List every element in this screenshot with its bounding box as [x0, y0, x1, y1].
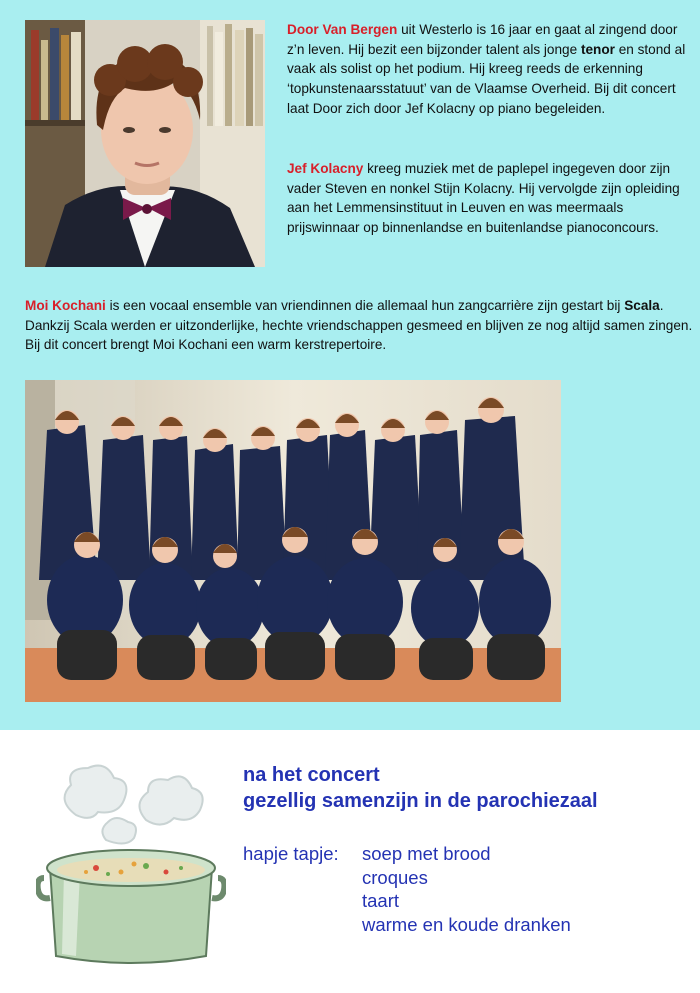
- menu-item: croques: [362, 866, 428, 888]
- menu-items: [362, 842, 571, 936]
- bio-jef-text: kreeg muziek met de paplepel ingegeven door zijn vader Steven en nonkel Stijn Kolacny. Hij vervolgde zijn opleiding aan het Lemmensinstituut in Leuven en was meermaals prijswinnaar op binnenlandse en buitenlandse pianoconcours.: [287, 161, 680, 236]
- after-concert-heading: [243, 762, 598, 814]
- bio-moi-org: Scala: [624, 298, 660, 313]
- choir-group-photo: [25, 380, 561, 702]
- portrait-photo: [25, 20, 265, 267]
- bio-jef-kolacny: [287, 159, 697, 238]
- bio-door-voice: tenor: [580, 41, 615, 57]
- bio-door-text-2: en stond al vaak als solist op het podium. Hij kreeg reeds de erkenning ‘topkunstenaarsstatuut’ van de Vlaamse Overheid. Bij dit concert laat Door zich door Jef Kolacny op piano begeleiden.: [287, 41, 686, 116]
- name-door-van-bergen: Door Van Bergen: [287, 22, 398, 37]
- menu-item: taart: [362, 890, 400, 911]
- bio-door-van-bergen: [287, 20, 697, 119]
- soup-pot-icon: [36, 760, 226, 968]
- bio-moi-text-2: . Dankzij Scala werden er uitzonderlijke, hechte vriendschappen gesmeed en blijven ze nog altijd samen zingen. Bij dit concert brengt Moi Kochani een warm kerstrepertoire.: [25, 298, 693, 353]
- after-concert-line-1: na het concert: [243, 764, 380, 786]
- name-moi-kochani: Moi Kochani: [25, 298, 106, 313]
- menu-label: hapje tapje:: [243, 843, 339, 864]
- after-concert-line-2: gezellig samenzijn in de parochiezaal: [243, 790, 598, 812]
- name-jef-kolacny: Jef Kolacny: [287, 161, 364, 176]
- menu-item: warme en koude dranken: [362, 913, 571, 935]
- bio-door-text-1: uit Westerlo is 16 jaar en gaat al zingend door z’n leven. Hij bezit een bijzonder talent als jonge: [287, 22, 678, 57]
- bio-moi-kochani: [25, 296, 695, 355]
- bio-moi-text-1: is een vocaal ensemble van vriendinnen die allemaal hun zangcarrière zijn gestart bij: [105, 298, 625, 313]
- menu-item: soep met brood: [362, 843, 491, 864]
